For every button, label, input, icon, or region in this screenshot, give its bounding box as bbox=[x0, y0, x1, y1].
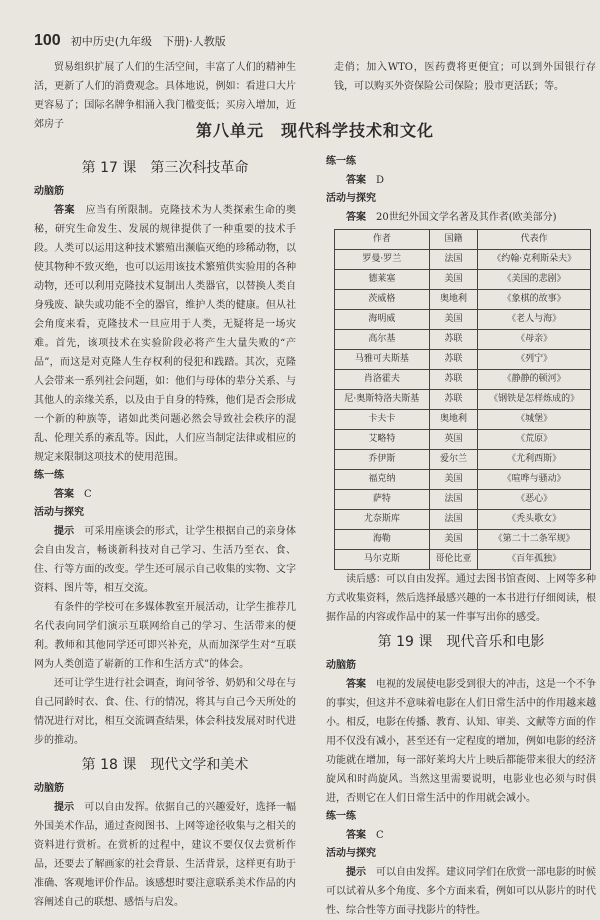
table-row bbox=[335, 510, 591, 530]
table-row bbox=[335, 450, 591, 470]
table-cell: 美国 bbox=[429, 270, 478, 290]
table-cell: 尤奈斯库 bbox=[335, 510, 430, 530]
lesson-18-after-table: 读后感：可以自由发挥。通过去图书馆查阅、上网等多种方式收集资料，然后选择最感兴趣的一本书进行仔细阅读，根据作品的内容或作品中的某一件事写出你的感受。 bbox=[326, 574, 596, 623]
lesson-18-lianyilian: 练一练 bbox=[326, 156, 356, 167]
table-row bbox=[335, 410, 591, 430]
table-cell: 萨特 bbox=[335, 490, 430, 510]
table-cell: 《尤利西斯》 bbox=[478, 450, 591, 470]
lesson-19-huodong: 活动与探究 bbox=[326, 848, 376, 859]
table-row bbox=[335, 390, 591, 410]
table-cell: 肖洛霍夫 bbox=[335, 370, 430, 390]
table-cell: 《美国的悲剧》 bbox=[478, 270, 591, 290]
table-cell: 尼·奥斯特洛夫斯基 bbox=[335, 390, 430, 410]
right-column bbox=[326, 153, 596, 920]
lesson-17-exercise-answer: 答案 C bbox=[54, 489, 92, 500]
table-cell: 《恶心》 bbox=[478, 490, 591, 510]
lesson-18-title: 第 18 课 现代文学和美术 bbox=[81, 757, 249, 773]
table-cell: 《荒原》 bbox=[478, 430, 591, 450]
lesson-17-answer: 答案 应当有所限制。克隆技术为人类探索生命的奥秘，研究生命发生、发展的规律提供了一种重要的技术手段。人类可以运用这种技术繁殖出濒临灭绝的珍稀动物，以使其物种不致灭绝，也可以运用该技术繁殖供实验用的各种动物，还可以利用克隆技术复制出人类器官，以替换人类自身残废、缺失或功能不全的器官，维护人类的健康。但从社会角度来看，克隆技术一旦应用于人类，无疑将是一场灾难。首先，该项技术在实验阶段必将产生大量失败的“产品”，而这是对克隆人生存权利的侵犯和践踏。其次，克隆人会带来一系列社会问题，如：他们与母体的辈分关系、与其他人的亲缘关系，以及由于自身的特殊，他们是否会形成一个新的种族等，诸如此类问题必然会导致社会秩序的混乱、伦理关系的紊乱等。因此，人们应当制定法律或相应的规定来限制这项技术的使用范围。 bbox=[34, 205, 297, 463]
lesson-19-answer: 答案 电视的发展使电影受到很大的冲击，这是一个不争的事实，但这并不意味着电影在人们日常生活中的作用越来越小。相反，电影在传播、教育、认知、审美、文献等方面的作用不仅没有减小，甚至还有一定程度的增加，例如电影的经济功能就在增加，每一部好莱坞大片上映后都能带来很大的经济旋风和时尚旋风。当然这里需要说明，电影业也必须与时俱进，否则它在人们日常生活中的作用就会减小。 bbox=[326, 679, 596, 804]
table-cell: 美国 bbox=[429, 310, 478, 330]
lesson-17-tip-3: 还可让学生进行社会调查，询问爷爷、奶奶和父母在与自己同龄时衣、食、住、行的情况，将其与自己今天所处的情况进行对比，相互交流调查结果，体会科技发展对时代进步的推动。 bbox=[34, 678, 296, 746]
table-cell: 苏联 bbox=[429, 330, 478, 350]
book-title: 初中历史(九年级 下册)·人教版 bbox=[70, 35, 226, 48]
table-cell: 苏联 bbox=[429, 350, 478, 370]
table-cell: 《象棋的故事》 bbox=[478, 290, 591, 310]
table-cell: 《母亲》 bbox=[478, 330, 591, 350]
table-cell: 海勒 bbox=[335, 530, 430, 550]
table-cell: 《第二十二条军规》 bbox=[478, 530, 591, 550]
table-cell: 《百年孤独》 bbox=[478, 550, 591, 570]
table-cell: 卡夫卡 bbox=[335, 410, 430, 430]
table-header-row bbox=[335, 230, 591, 250]
table-cell: 福克纳 bbox=[335, 470, 430, 490]
table-row bbox=[335, 330, 591, 350]
table-row bbox=[335, 550, 591, 570]
table-cell: 马雅可夫斯基 bbox=[335, 350, 430, 370]
table-cell: 爱尔兰 bbox=[429, 450, 478, 470]
table-row bbox=[335, 490, 591, 510]
table-row bbox=[335, 350, 591, 370]
table-row bbox=[335, 250, 591, 270]
unit-title: 第八单元 现代科学技术和文化 bbox=[195, 121, 434, 140]
table-cell: 美国 bbox=[429, 470, 478, 490]
table-cell: 马尔克斯 bbox=[335, 550, 430, 570]
table-cell: 法国 bbox=[429, 250, 478, 270]
table-cell: 《城堡》 bbox=[478, 410, 591, 430]
table-cell: 苏联 bbox=[429, 370, 478, 390]
lesson-17-title: 第 17 课 第三次科技革命 bbox=[81, 160, 249, 176]
page-number: 100 bbox=[34, 32, 61, 49]
lesson-17-tip-2: 有条件的学校可在多媒体教室开展活动，让学生推荐几名代表向同学们演示互联网给自己的学习、生活带来的便利。教师和其他同学还可即兴补充，从而加深学生对“互联网为人类创造了崭新的工作和生活方式”的体会。 bbox=[34, 602, 296, 670]
table-row bbox=[335, 370, 591, 390]
table-cell: 海明威 bbox=[335, 310, 430, 330]
lesson-19-tip: 提示 可以自由发挥。建议同学们在欣赏一部电影的时候可以试着从多个角度、多个方面来看，例如可以从影片的时代性、综合性等方面寻找影片的特性。 bbox=[326, 867, 596, 916]
lesson-19-title: 第 19 课 现代音乐和电影 bbox=[377, 634, 545, 650]
lesson-18-exercise-answer: 答案 D bbox=[346, 175, 385, 186]
table-row bbox=[335, 470, 591, 490]
table-row bbox=[335, 290, 591, 310]
lesson-17-dongnao: 动脑筋 bbox=[34, 186, 64, 197]
table-cell: 茨威格 bbox=[335, 290, 430, 310]
table-cell: 《老人与海》 bbox=[478, 310, 591, 330]
left-column bbox=[34, 153, 296, 912]
lesson-18-tip: 提示 可以自由发挥。依据自己的兴趣爱好，选择一幅外国美术作品，通过查阅图书、上网等途径收集与之相关的资料进行赏析。在赏析的过程中，建议不要仅仅去赏析作品，还要去了解画家的社会背景、生活背景，这样更有助于准确、客观地评价作品。该感想时要注意联系美术作品的内容阐述自己的联想、感悟与启发。 bbox=[34, 802, 297, 908]
lesson-18-huodong: 活动与探究 bbox=[326, 193, 376, 204]
table-cell: 《静静的顿河》 bbox=[478, 370, 591, 390]
table-cell: 苏联 bbox=[429, 390, 478, 410]
table-cell: 《钢铁是怎样炼成的》 bbox=[478, 390, 591, 410]
literature-table bbox=[334, 229, 591, 570]
lesson-19-dongnao: 动脑筋 bbox=[326, 660, 356, 671]
table-cell: 《喧哗与骚动》 bbox=[478, 470, 591, 490]
table-cell: 奥地利 bbox=[429, 290, 478, 310]
table-cell: 高尔基 bbox=[335, 330, 430, 350]
table-cell: 美国 bbox=[429, 530, 478, 550]
table-row bbox=[335, 270, 591, 290]
table-cell: 《列宁》 bbox=[478, 350, 591, 370]
table-cell: 《约翰·克利斯朵夫》 bbox=[478, 250, 591, 270]
lesson-17-tip: 提示 可采用座谈会的形式，让学生根据自己的亲身体会自由发言，畅谈新科技对自己学习、生活乃至衣、食、住、行等方面的改变。学生还可展示自己收集的实物、文字资料、图片等，相互交流。 bbox=[34, 526, 297, 594]
lesson-18-table-caption: 答案 20世纪外国文学名著及其作者(欧美部分) bbox=[346, 212, 557, 223]
lesson-19-exercise-answer: 答案 C bbox=[346, 830, 384, 841]
table-cell: 法国 bbox=[429, 510, 478, 530]
table-cell: 罗曼·罗兰 bbox=[335, 250, 430, 270]
page-header bbox=[34, 32, 226, 50]
lesson-18-dongnao: 动脑筋 bbox=[34, 783, 64, 794]
table-cell: 德莱塞 bbox=[335, 270, 430, 290]
table-cell: 乔伊斯 bbox=[335, 450, 430, 470]
table-cell: 艾略特 bbox=[335, 430, 430, 450]
lesson-19-lianyilian: 练一练 bbox=[326, 811, 356, 822]
table-header: 代表作 bbox=[478, 230, 591, 250]
lesson-17-huodong: 活动与探究 bbox=[34, 507, 84, 518]
table-cell: 《秃头歌女》 bbox=[478, 510, 591, 530]
table-cell: 奥地利 bbox=[429, 410, 478, 430]
table-row bbox=[335, 310, 591, 330]
table-header: 作者 bbox=[335, 230, 430, 250]
table-cell: 哥伦比亚 bbox=[429, 550, 478, 570]
lesson-17-lianyilian: 练一练 bbox=[34, 470, 64, 481]
table-cell: 法国 bbox=[429, 490, 478, 510]
table-cell: 英国 bbox=[429, 430, 478, 450]
top-right-paragraph: 走俏；加入WTO，医药费将更便宜；可以到外国银行存钱，可以购买外资保险公司保险；股市更活跃；等。 bbox=[334, 62, 596, 92]
top-left-paragraph: 贸易组织扩展了人们的生活空间，丰富了人们的精神生活，更新了人们的消费观念。具体地说，例如：看进口大片更容易了；国际名牌争相涌入我门槛变低；买房入增加，近郊房子 bbox=[34, 62, 296, 130]
table-row bbox=[335, 530, 591, 550]
table-row bbox=[335, 430, 591, 450]
table-header: 国籍 bbox=[429, 230, 478, 250]
